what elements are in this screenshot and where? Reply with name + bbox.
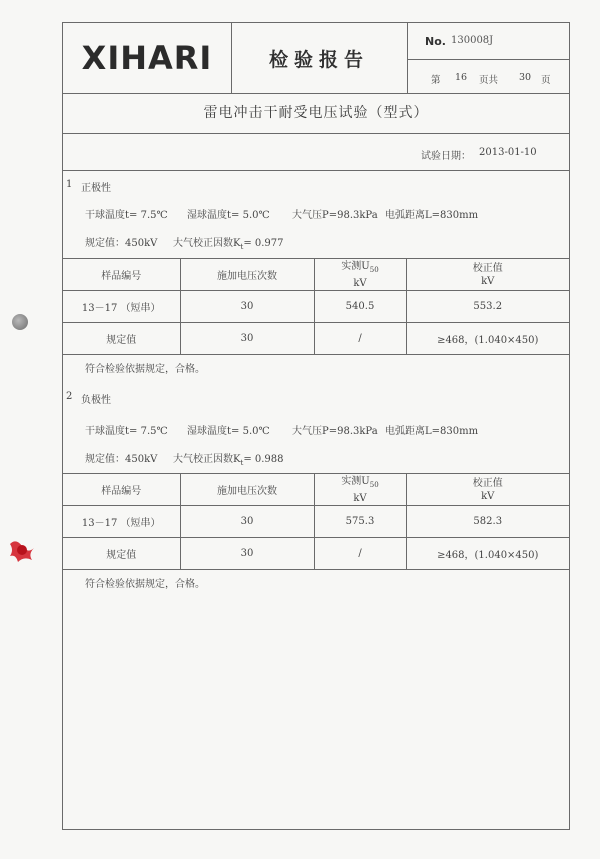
section-2-heading: 负极性 — [81, 395, 111, 406]
header-corrected: 校正值 kV — [406, 474, 569, 506]
cell-count: 30 — [180, 538, 314, 570]
test-date-label: 试验日期： — [421, 151, 471, 162]
section-1-distance: 电弧距离L=830mm — [385, 210, 479, 221]
header-sample: 样品编号 — [63, 474, 180, 506]
page-counter — [407, 59, 570, 93]
cell-corrected: 582.3 — [406, 506, 569, 538]
cell-measured: / — [314, 323, 406, 355]
table-header-row — [63, 259, 569, 291]
table-row — [63, 506, 569, 538]
header-count: 施加电压次数 — [180, 259, 314, 291]
section-2-conclusion: 符合检验依据规定，合格。 — [85, 579, 205, 590]
report-frame — [62, 22, 570, 830]
report-title: 检验报告 — [231, 23, 408, 93]
company-logo: XIHARI — [63, 23, 232, 93]
table-row — [63, 323, 569, 355]
page-prefix: 第 — [431, 75, 441, 86]
cell-sample: 规定值 — [63, 538, 180, 570]
table-row — [63, 538, 569, 570]
section-2-number: 2 — [66, 391, 73, 402]
section-1-number: 1 — [66, 179, 73, 190]
header-corrected: 校正值 kV — [406, 259, 569, 291]
cell-sample: 13－17 （短串） — [63, 506, 180, 538]
cell-measured: 575.3 — [314, 506, 406, 538]
cell-sample: 规定值 — [63, 323, 180, 355]
section-2-pressure: 大气压P=98.3kPa — [292, 426, 378, 437]
seal-stamp-icon — [6, 534, 38, 566]
cell-sample: 13－17 （短串） — [63, 291, 180, 323]
section-2-results-table — [63, 473, 569, 570]
section-1-pressure: 大气压P=98.3kPa — [292, 210, 378, 221]
page-middle: 页共 — [479, 75, 499, 86]
cell-count: 30 — [180, 323, 314, 355]
section-1-spec-value: 规定值：450kV — [85, 238, 158, 249]
section-2-wet-temp: 湿球温度t= 5.0℃ — [187, 426, 270, 437]
header-sample: 样品编号 — [63, 259, 180, 291]
test-title: 雷电冲击干耐受电压试验（型式） — [63, 93, 569, 134]
section-2-spec-value: 规定值：450kV — [85, 454, 158, 465]
header-count: 施加电压次数 — [180, 474, 314, 506]
section-1-correction-factor: 大气校正因数$K_t= 0.977$ — [173, 238, 284, 251]
section-1-dry-temp: 干球温度t= 7.5℃ — [85, 210, 168, 221]
binding-hole-icon — [12, 314, 28, 330]
page-current: 16 — [455, 72, 468, 83]
test-date-row — [63, 133, 569, 171]
section-2-distance: 电弧距离L=830mm — [385, 426, 479, 437]
cell-corrected: ≥468，(1.040×450) — [406, 538, 569, 570]
section-1-wet-temp: 湿球温度t= 5.0℃ — [187, 210, 270, 221]
report-header — [63, 23, 569, 94]
header-measured: 实测$U_{50}$ kV — [314, 259, 406, 291]
cell-measured: / — [314, 538, 406, 570]
table-header-row — [63, 474, 569, 506]
section-2-correction-factor: 大气校正因数$K_t= 0.988$ — [173, 454, 284, 467]
cell-count: 30 — [180, 291, 314, 323]
cell-count: 30 — [180, 506, 314, 538]
cell-corrected: ≥468，(1.040×450) — [406, 323, 569, 355]
report-number-label: No. — [425, 35, 446, 48]
table-row — [63, 291, 569, 323]
section-1-conclusion: 符合检验依据规定，合格。 — [85, 364, 205, 375]
section-1-results-table — [63, 258, 569, 355]
section-1-heading: 正极性 — [81, 183, 111, 194]
cell-measured: 540.5 — [314, 291, 406, 323]
test-date: 2013-01-10 — [479, 147, 537, 158]
page-suffix: 页 — [541, 75, 551, 86]
report-number: 130008J — [451, 35, 494, 46]
cell-corrected: 553.2 — [406, 291, 569, 323]
section-2-dry-temp: 干球温度t= 7.5℃ — [85, 426, 168, 437]
header-measured: 实测$U_{50}$ kV — [314, 474, 406, 506]
page-total: 30 — [519, 72, 532, 83]
report-number-cell — [407, 23, 570, 60]
